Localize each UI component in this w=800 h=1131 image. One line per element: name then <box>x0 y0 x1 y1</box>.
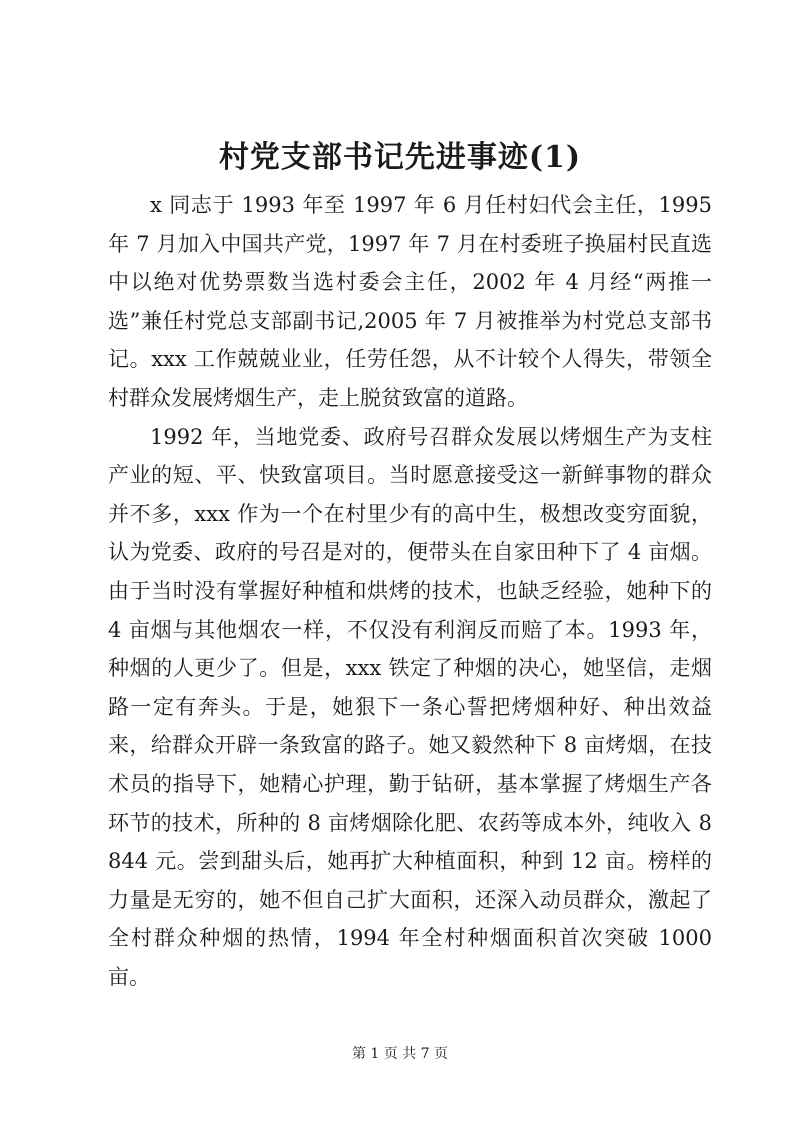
document-title: 村党支部书记先进事迹(1) <box>218 140 582 175</box>
paragraph-2: 1992 年，当地党委、政府号召群众发展以烤烟生产为支柱产业的短、平、快致富项目。当时愿意接受这一新鲜事物的群众并不多，xxx 作为一个在村里少有的高中生，极想改变穷面貌，认为党委、政府的号召是对的，便带头在自家田种下了 4 亩烟。由于当时没有掌握好种植和烘烤的技术，也缺乏经验，她种下的 4 亩烟与其他烟农一样，不仅没有利润反而赔了本。1993 年，种烟的人更少了。但是，xxx 铁定了种烟的决心，她坚信，走烟路一定有奔头。于是，她狠下一条心誓把烤烟种好、种出效益来，给群众开辟一条致富的路子。她又毅然种下 8 亩烤烟，在技术员的指导下，她精心护理，勤于钻研，基本掌握了烤烟生产各环节的技术，所种的 8 亩烤烟除化肥、农药等成本外，纯收入 8844 元。尝到甜头后，她再扩大种植面积，种到 12 亩。榜样的力量是无穷的，她不但自己扩大面积，还深入动员群众，激起了全村群众种烟的热情，1994 年全村种烟面积首次突破 1000 亩。 <box>108 424 712 989</box>
document-body <box>108 186 712 996</box>
paragraph-1: x 同志于 1993 年至 1997 年 6 月任村妇代会主任，1995 年 7 月加入中国共产党，1997 年 7 月在村委班子换届村民直选中以绝对优势票数当选村委会主任，2002 年 4 月经“两推一选”兼任村党总支部副书记,2005 年 7 月被推举为村党总支部书记。xxx 工作兢兢业业，任劳任怨，从不计较个人得失，带领全村群众发展烤烟生产，走上脱贫致富的道路。 <box>108 193 712 410</box>
page-footer: 第 1 页 共 7 页 <box>351 1046 449 1062</box>
